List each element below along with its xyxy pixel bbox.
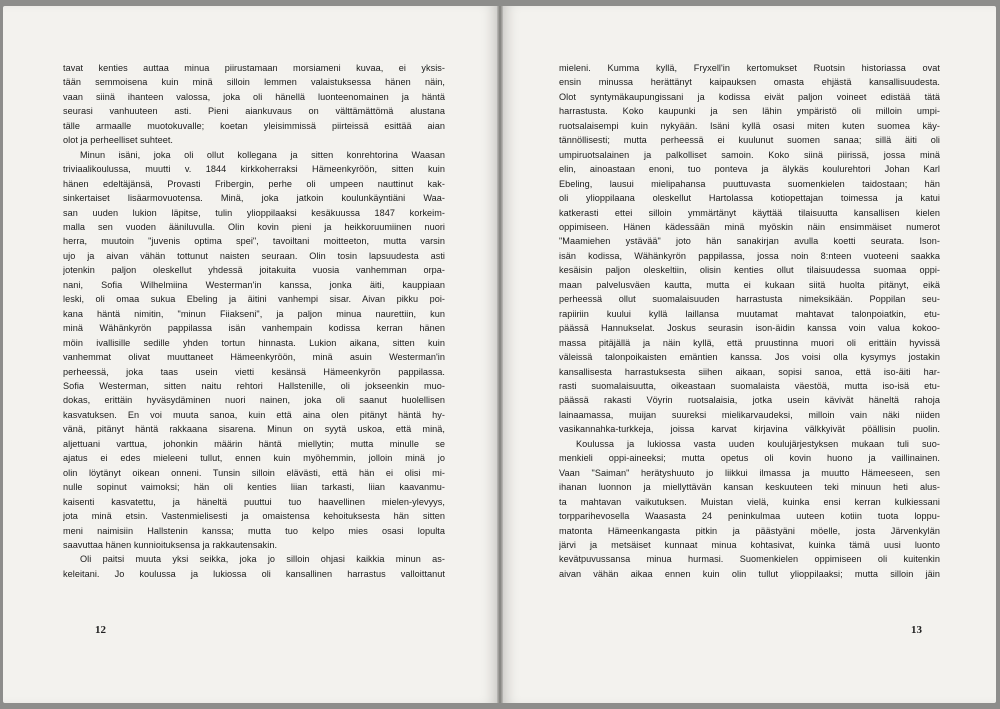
text-line: harrastusta. Koko kaupunki ja sen lähin ympäristö oli milloin umpi- bbox=[559, 106, 940, 117]
text-line: ta mahtavan vaikutuksen. Muistan vielä, kuinka ensi kerran kulkiessani bbox=[559, 496, 940, 507]
text-line: järvi ja metsäiset kunnaat minua kohtasivat, kuinka tämä uusi luonto bbox=[559, 539, 940, 550]
text-line: ajatus ei edes mieleeni tullut, ennen kuin myöhemmin, jolloin minä jo bbox=[63, 453, 445, 464]
left-page-text bbox=[63, 61, 445, 581]
text-line: ruotsalaisempi kuin nykyään. Isäni kyllä osasi miten kuten suomea käy- bbox=[559, 120, 940, 131]
right-page-text bbox=[559, 61, 940, 581]
text-line: saavuttaa hänen kunnioituksensa ja rakkautensakin. bbox=[63, 539, 278, 550]
text-line: elin, ainoastaan enoni, tuo ponteva ja älykäs koulurehtori Johan Karl bbox=[559, 164, 940, 175]
text-line: tään semmoisena kuin minä silloin lemmen valaistuksessa hänen näin, bbox=[63, 77, 445, 88]
text-line: vaan siinä ihanteen valossa, joka oli hänellä luonteenomainen ja häntä bbox=[63, 91, 445, 102]
text-line: Koulussa ja lukiossa vasta uuden koulujärjestyksen mukaan tuli suo- bbox=[576, 438, 940, 449]
text-line: malla sen vuoden ääniluvulla. Olin kovin pieni ja heikkoruumiinen nuori bbox=[63, 221, 445, 232]
text-line: sinkertaiset lisäarmovuotensa. Minä, joka jatkoin koulunkäyntiäni Waa- bbox=[63, 193, 445, 204]
text-line: nulle sopinut vaimoksi; hän oli kenties liian tarkasti, liian kaavanmu- bbox=[63, 482, 445, 493]
text-line: Sofia Westerman, sitten naitu rehtori Hallstenille, oli jokseenkin muo- bbox=[63, 380, 445, 391]
text-line: Ebeling, lausui mielipahansa puuttuvasta suomenkielen taidostaan; hän bbox=[559, 178, 940, 189]
text-line: nani, Sofia Wilhelmiina Westerman'in kanssa, jonka äiti, kauppiaan bbox=[63, 279, 445, 290]
text-line: väleissä talonpoikaisten emäntien kanssa. Jos voisi olla kysymys jostakin bbox=[559, 352, 940, 363]
text-line: matonta Hämeenkangasta pitkin ja päästyäni möelle, josta Järvenkylän bbox=[559, 525, 940, 536]
text-line: päässä Hannukselat. Joskus seurasin ison-äidin kanssa voin valua kokoo- bbox=[559, 323, 940, 334]
text-line: kasvatuksen. En voi muuta sanoa, kuin että aina olen pitänyt häntä hy- bbox=[63, 409, 445, 420]
text-line: katkerasti ettei silloin ymmärtänyt käyttää tilaisuutta kansallisen kielen bbox=[559, 207, 940, 218]
text-line: ujo ja aivan vähän tottunut naisten seuraan. Olin tosin lapsuudesta asti bbox=[63, 250, 445, 261]
text-line: Olot syntymäkaupungissani ja kodissa eivät paljon voineet edistää tätä bbox=[559, 91, 940, 102]
right-page-number: 13 bbox=[911, 624, 922, 636]
text-line: kevätpuvussansa minua hurmasi. Suomenkielen oppimiseen oli kuitenkin bbox=[559, 554, 940, 565]
text-line: "Maamiehen ystävää" joto hän sanakirjan avulla koetti seurata. Ison- bbox=[559, 236, 940, 247]
text-line: lainaamassa, muijan suureksi mielikarvaudeksi, milloin vain näki niiden bbox=[559, 409, 940, 420]
text-line: olin löytänyt oikean onneni. Tunsin silloin elävästi, että hän ei olisi mi- bbox=[63, 467, 445, 478]
text-line: olot ja perheelliset suhteet. bbox=[63, 135, 174, 146]
text-line: seurasi vanhuuteen asti. Pieni aiankuvaus on välttämättömä alustana bbox=[63, 106, 445, 117]
text-line: minä Wähänkyrön pappilassa isän vanhempain kodissa kerran hänen bbox=[63, 323, 445, 334]
text-line: vasikannahka-turkkeja, joissa karvat kirjavina välkkyivät pöällisin puolin. bbox=[559, 424, 940, 435]
text-line: tälle armaalle muotokuvalle; koetan yleisimmissä piirteissä esittää aian bbox=[63, 120, 445, 131]
text-line: oli ylioppilaana oleskellut Hartolassa kotiopettajan toimessa ja katui bbox=[559, 193, 940, 204]
text-line: aljettuani varttua, johonkin määrin häntä miellytin; mutta minulle se bbox=[63, 438, 445, 449]
text-line: perheessä ollut suomalaisuuden harrastusta nimeksikään. Poppilan seu- bbox=[559, 294, 940, 305]
text-line: meni naimisiin Hallstenin kanssa; mutta tuo kelpo mies osasi lopulta bbox=[63, 525, 445, 536]
text-line: triviaalikoulussa, muutti v. 1844 kirkkoherraksi Hämeenkyröön, sitten kuin bbox=[63, 164, 445, 175]
text-line: Oli paitsi muuta yksi seikka, joka jo silloin ohjasi kaikkia minun as- bbox=[80, 554, 445, 565]
text-line: jota minä etsin. Vastenmielisesti ja omaistensa kehoituksesta hän sitten bbox=[63, 511, 445, 522]
text-line: leski, oli omaa sukua Ebeling ja äitini vanhempi sisar. Aivan pikku poi- bbox=[63, 294, 445, 305]
text-line: kesäisin paljon oleskeltiin, olisin kenties ollut tilaisuudessa suomaa oppi- bbox=[559, 265, 940, 276]
text-line: umpiruotsalainen ja palkolliset samoin. Koko siinä piirissä, jossa minä bbox=[559, 149, 940, 160]
text-line: san uuden lukion läpitse, tulin ylioppilaaksi kesäkuussa 1847 korkeim- bbox=[63, 207, 445, 218]
text-line: oppimiseen. Hänen kädessään minä myöskin näin ensimmäiset numerot bbox=[559, 221, 940, 232]
text-line: kana häntä nimitin, "minun Fiiakseni", ja paljon minua naurettiin, kun bbox=[63, 308, 445, 319]
text-line: tännöllisesti; mutta perheessä ei kuulunut suomen sanaa; sillä äiti oli bbox=[559, 135, 940, 146]
text-line: kansallisesta harrastuksesta siihen aikaan, sopisi sanoa, että iso-äiti har- bbox=[559, 366, 940, 377]
text-line: rasti suomalaisuutta, oikeastaan suomalaista väestöä, mutta iso-isä etu- bbox=[559, 380, 940, 391]
left-page bbox=[3, 6, 497, 703]
text-line: isän kodissa, Wähänkyrön pappilassa, jossa noin 8:nteen vuoteeni saakka bbox=[559, 250, 940, 261]
text-line: tavat kenties auttaa minua piirustamaan morsiameni kuvaa, ei yksis- bbox=[63, 63, 445, 73]
text-line: aivan vähän aikaa ennen kuin olin tullut ylioppilaaksi; mutta silloin jäin bbox=[559, 568, 940, 579]
text-line: vanhemmat olivat muuttaneet Hämeenkyröön, minä asuin Westerman'in bbox=[63, 352, 445, 363]
text-line: menkieli oppi-aineeksi; mutta opetus oli kovin huono ja vaillinainen. bbox=[559, 453, 940, 464]
left-page-number: 12 bbox=[95, 624, 106, 636]
text-line: torpparihevosella Waasasta 24 peninkulmaa uuteen kotiin tuota loppu- bbox=[559, 511, 940, 522]
text-line: ihanan luonnon ja miellyttävän kansan keskuuteen teki minuun heti alus- bbox=[559, 482, 940, 493]
text-line: dokas, erittäin hyväsydäminen nuori nainen, joka oli saanut huolellisen bbox=[63, 395, 445, 406]
text-line: Vaan "Saiman" herätyshuuto jo liikkui ilmassa ja muutto Hämeeseen, sen bbox=[559, 467, 940, 478]
text-line: maan palvelusväen kautta, mutta ei kukaan siitä huolta pitänyt, eikä bbox=[559, 279, 940, 290]
text-line: möin ivallisille sedille yhden tortun hinnasta. Lukion aikana, sitten kuin bbox=[63, 337, 445, 348]
text-line: päässä rakasti Vöyrin ruotsalaisia, jotka usein kävivät häneltä rahoja bbox=[559, 395, 940, 406]
text-line: keleitani. Jo koulussa ja lukiossa oli kansallinen harrastus valloittanut bbox=[63, 568, 445, 579]
text-line: hänen edeltäjänsä, Provasti Fribergin, perhe oli umpeen nauttinut kak- bbox=[63, 178, 445, 189]
text-line: massa pitäjällä ja näin kyllä, että pruustinna muori oli erittäin hyvissä bbox=[559, 337, 940, 348]
text-line: kaisenti kasvatettu, ja häneltä puuttui tuo haavellinen mielen-ylevyys, bbox=[63, 496, 445, 507]
text-line: vänä, pitänyt häntä rakkaana sisarena. Minun on syytä uskoa, että minä, bbox=[63, 424, 445, 435]
text-line: ensin minussa herättänyt kaipauksen omasta ehjästä kansallisuudesta. bbox=[559, 77, 940, 88]
text-line: Minun isäni, joka oli ollut kollegana ja sitten konrehtorina Waasan bbox=[80, 149, 445, 160]
right-page bbox=[503, 6, 996, 703]
text-line: rapiiriin kuului kyllä laillansa muutamat mahtavat talonpoiatkin, etu- bbox=[559, 308, 940, 319]
text-line: herra, muutoin "juvenis optima spei", tavoiltani moitteeton, mutta varsin bbox=[63, 236, 445, 247]
text-line: mieleni. Kumma kyllä, Fryxell'in kertomukset Ruotsin historiassa ovat bbox=[559, 63, 940, 73]
text-line: jotenkin paljon oleskellut yhdessä joitakuita vuosia vanhemman orpa- bbox=[63, 265, 445, 276]
text-line: perheessä, joka taas usein vietti kesänsä Hämeenkyrön pappilassa. bbox=[63, 366, 445, 377]
